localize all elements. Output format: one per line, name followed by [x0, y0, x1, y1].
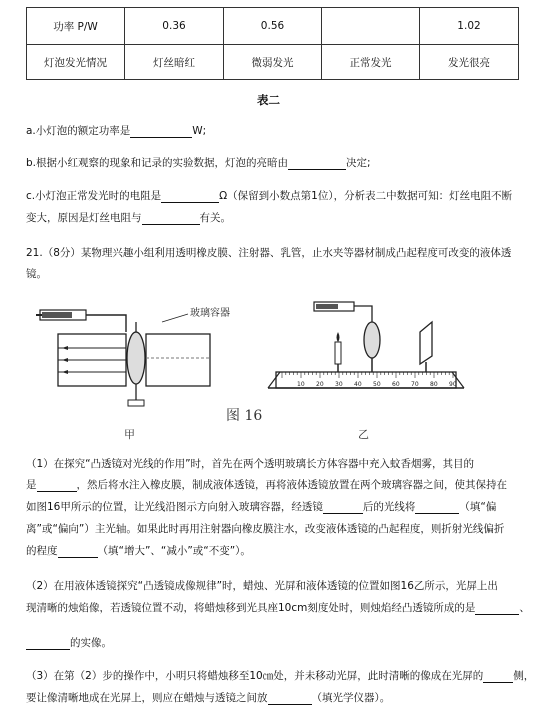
part-text: （填光学仪器）。 [311, 692, 391, 704]
part-text: 要让像清晰地成在光屏上，则应在蜡烛与透镜之间放 [26, 692, 268, 704]
part-1-line: （1）在探究“凸透镜对光线的作用”时，首先在两个透明玻璃长方体容器中充入蚊香烟雾，其目的 [26, 458, 475, 470]
right-label: 乙 [358, 428, 369, 441]
ruler-tick-label: 30 [335, 381, 343, 388]
part-text: 是 [26, 479, 37, 491]
part-text: 的程度 [26, 545, 58, 557]
question-text: 变大，原因是灯丝电阻与 [26, 212, 142, 224]
table-cell: 0.56 [224, 8, 322, 45]
question-text: b.根据小红观察的现象和记录的实验数据，灯泡的亮暗由 [26, 157, 289, 169]
candle [335, 332, 341, 372]
table-cell: 灯泡发光情况 [27, 45, 125, 80]
part-3-line [26, 668, 534, 683]
syringe-left [36, 310, 126, 332]
figure-label: 图 16 [226, 408, 263, 424]
answer-blank[interactable] [475, 602, 519, 615]
part-text: 的实像。 [70, 637, 112, 649]
syringe-right [314, 302, 372, 322]
question-b [26, 155, 371, 170]
ruler-tick-label: 70 [411, 381, 419, 388]
ruler-tick-label: 80 [430, 381, 438, 388]
part-text: ，然后将水注入橡皮膜，制成液体透镜，再将液体透镜放置在两个玻璃容器之间，使其保持在 [76, 479, 507, 491]
answer-blank[interactable] [58, 545, 98, 558]
question-text: a.小灯泡的额定功率是 [26, 125, 131, 137]
table-cell: 0.36 [125, 8, 224, 45]
question-text: 决定; [346, 157, 371, 169]
question-21-line: 21.（8分）某物理兴趣小组利用透明橡皮膜、注射器、乳管，止水夹等器材制成凸起程度可改变的液体透 [26, 247, 512, 259]
part-1-line [26, 543, 251, 558]
question-a [26, 123, 206, 138]
part-text: 现清晰的烛焰像，若透镜位置不动，将蜡烛移到光具座10cm刻度处时，则烛焰经凸透镜所成的是 [26, 602, 476, 614]
answer-blank[interactable] [323, 501, 363, 514]
part-text: 侧， [513, 670, 535, 682]
liquid-lens-right [364, 322, 380, 372]
question-c [26, 188, 512, 203]
part-2-line [26, 600, 530, 615]
table-cell: 发光很亮 [420, 45, 519, 80]
answer-blank[interactable] [268, 692, 312, 705]
answer-blank[interactable] [37, 479, 77, 492]
ruler-tick-label: 90 [449, 381, 457, 388]
answer-blank[interactable] [288, 157, 346, 170]
container-label: 玻璃容器 [190, 308, 230, 319]
ruler-tick-label: 50 [373, 381, 381, 388]
liquid-lens [127, 322, 145, 406]
part-text: 、 [519, 602, 530, 614]
ruler-tick-label: 20 [316, 381, 324, 388]
part-text: （填“增大”、“减小”或“不变”）。 [97, 545, 251, 557]
table-cell [322, 8, 420, 45]
table-row [27, 45, 519, 80]
answer-blank[interactable] [142, 212, 200, 225]
part-text: 后的光线将 [362, 501, 416, 513]
table-cell: 灯丝暗红 [125, 45, 224, 80]
answer-blank[interactable] [130, 125, 192, 138]
table-cell: 微弱发光 [224, 45, 322, 80]
answer-blank[interactable] [161, 190, 219, 203]
ruler-tick-label: 10 [297, 381, 305, 388]
question-text: 有关。 [199, 212, 231, 224]
ruler-tick-label: 40 [354, 381, 362, 388]
part-text: （填“偏 [459, 501, 497, 513]
part-3-line [26, 690, 390, 705]
table-cell: 1.02 [420, 8, 519, 45]
part-1-line [26, 477, 507, 492]
left-label: 甲 [124, 428, 135, 441]
data-table [26, 7, 519, 80]
question-text: c.小灯泡正常发光时的电阻是 [26, 190, 162, 202]
question-c-cont [26, 210, 231, 225]
glass-container-right [146, 334, 210, 386]
part-2-line: （2）在用液体透镜探究“凸透镜成像规律”时，蜡烛、光屏和液体透镜的位置如图16乙所示，光屏上出 [26, 580, 498, 592]
table-caption: 表二 [257, 93, 280, 107]
ruler-tick-label: 60 [392, 381, 400, 388]
answer-blank[interactable] [483, 670, 513, 683]
container-pointer [162, 314, 188, 322]
part-text: （3）在第（2）步的操作中，小明只将蜡烛移至10㎝处，并未移动光屏，此时清晰的像成在光屏的 [26, 670, 484, 682]
part-2-line [26, 635, 112, 650]
question-text: Ω（保留到小数点第1位），分析表二中数据可知：灯丝电阻不断 [219, 190, 513, 202]
table-cell: 功率 P/W [27, 8, 125, 45]
part-text: 如图16甲所示的位置，让光线沿图示方向射入玻璃容器，经透镜 [26, 501, 323, 513]
part-1-line [26, 499, 496, 514]
light-screen [420, 322, 432, 372]
part-1-line: 离”或“偏向”）主光轴。如果此时再用注射器向橡皮膜注水，改变液体透镜的凸起程度，则折射光线偏折 [26, 523, 505, 535]
table-cell: 正常发光 [322, 45, 420, 80]
table-row [27, 8, 519, 45]
optical-bench [268, 372, 464, 388]
answer-blank[interactable] [415, 501, 459, 514]
glass-container-left [58, 334, 126, 386]
question-text: W; [192, 125, 207, 137]
figure-16-drawing [36, 292, 466, 442]
answer-blank[interactable] [26, 637, 70, 650]
question-21-line: 镜。 [26, 268, 47, 280]
figure-16 [36, 292, 466, 442]
